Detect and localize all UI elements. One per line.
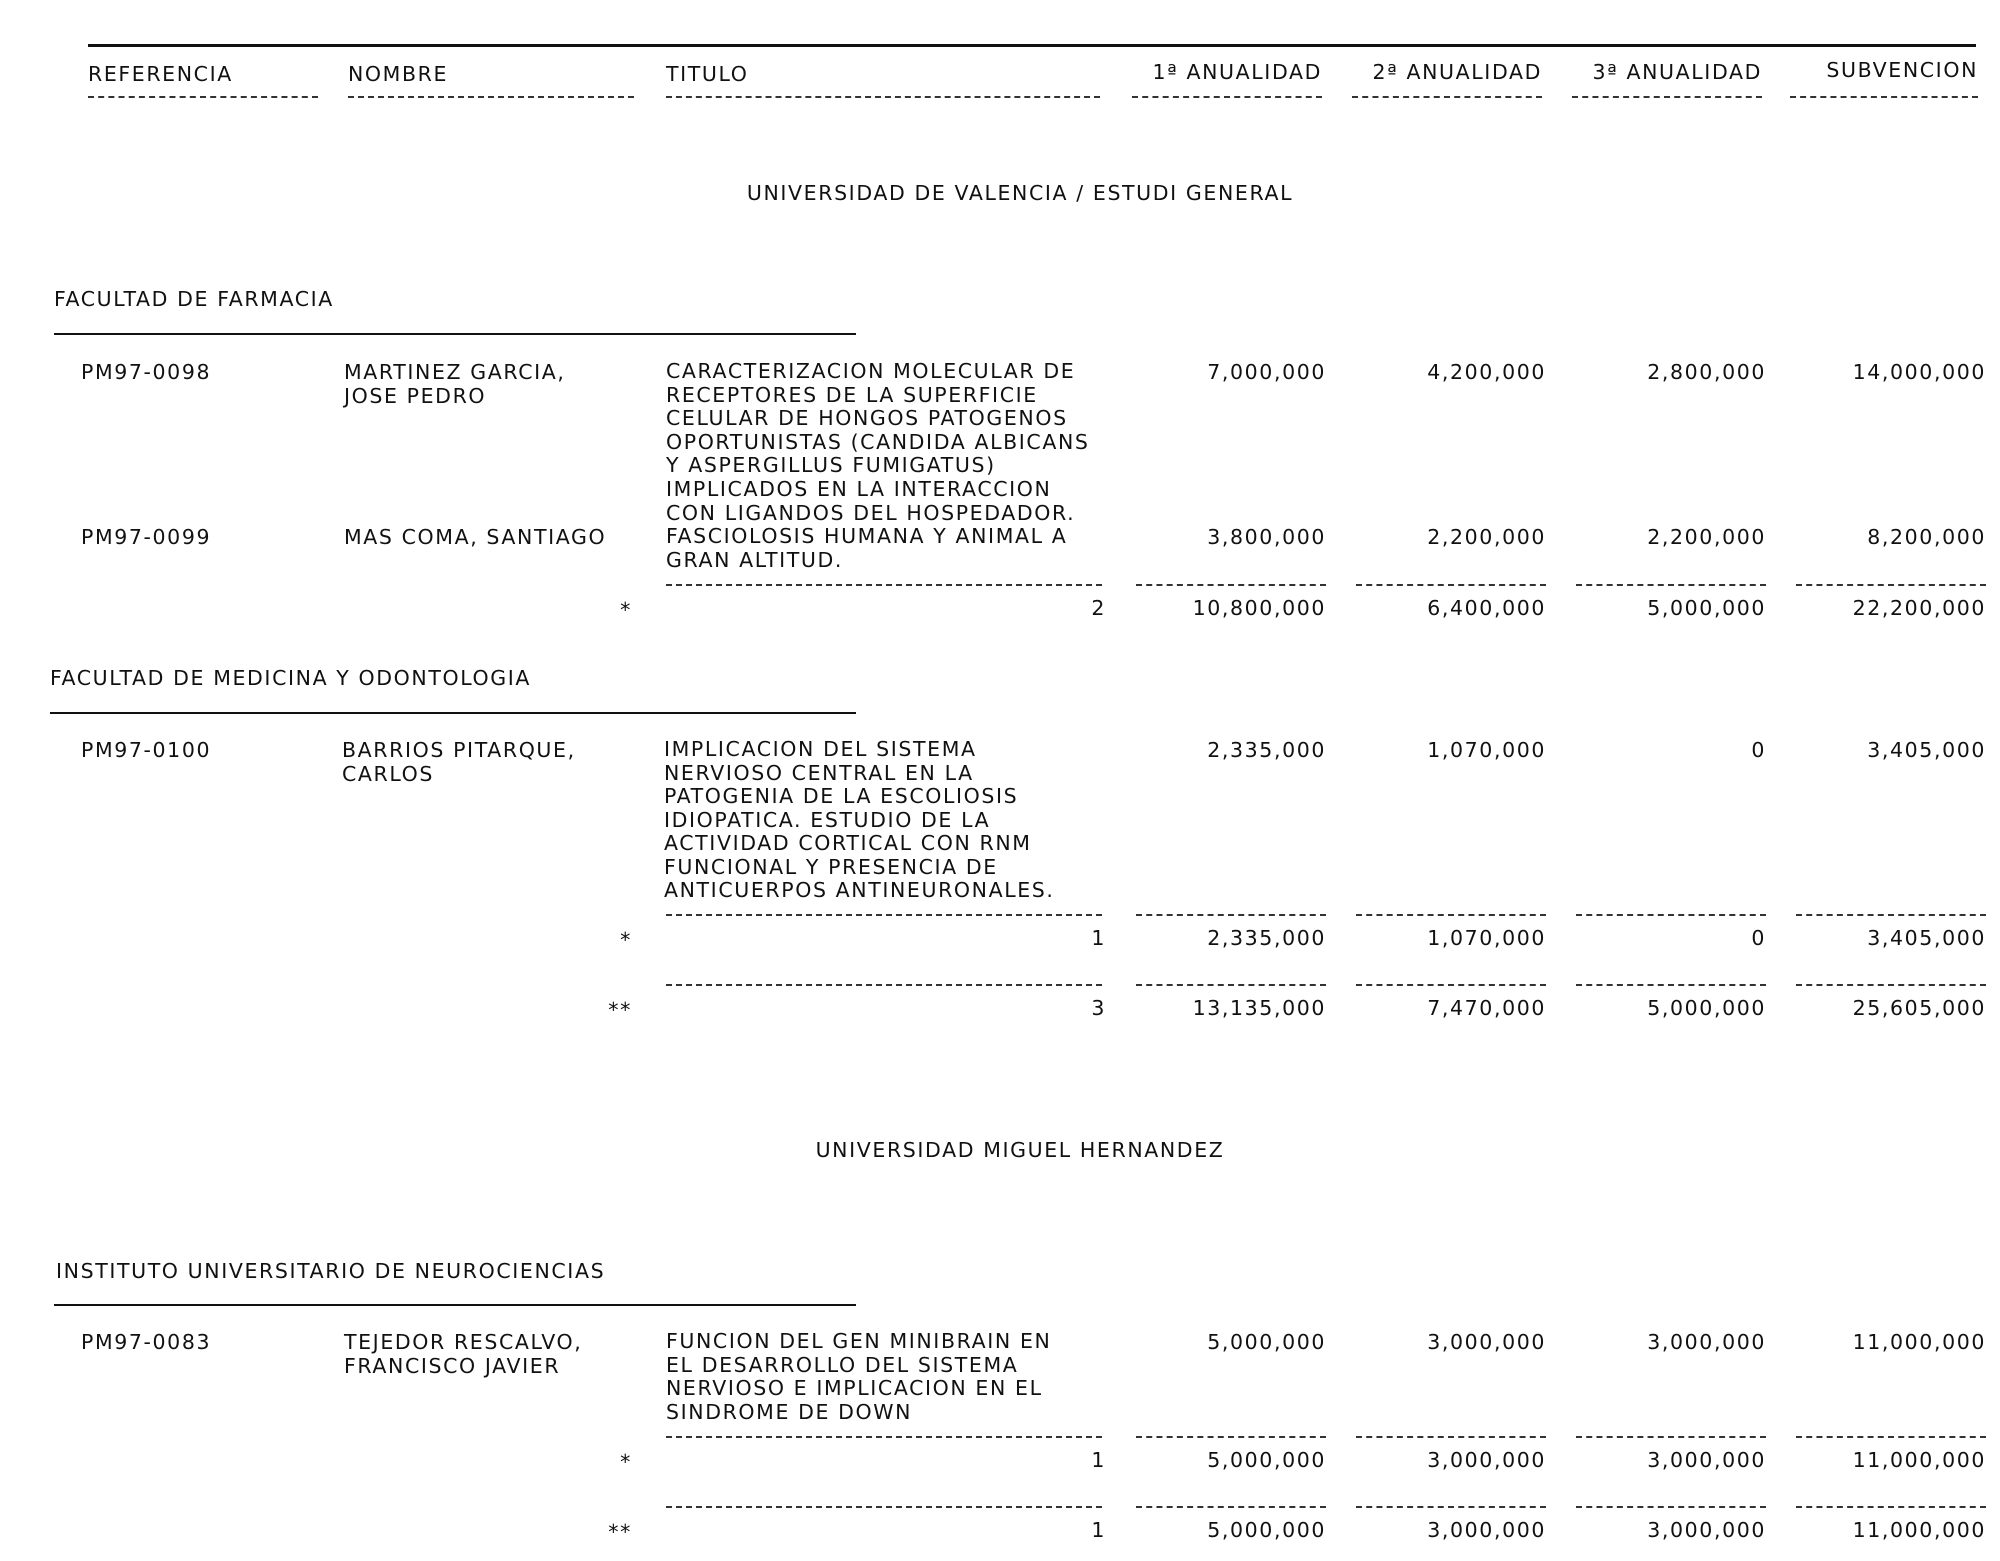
subtotal-count: 1: [1091, 1448, 1106, 1472]
subtotal-separator: [1576, 584, 1766, 586]
total-separator: [1576, 984, 1766, 986]
row-titulo-line: ACTIVIDAD CORTICAL CON RNM: [664, 831, 1032, 855]
row-titulo-line: CELULAR DE HONGOS PATOGENOS: [666, 406, 1068, 430]
subtotal-mark: *: [620, 928, 632, 952]
subtotal-anualidad-1: 10,800,000: [1192, 596, 1326, 620]
row-titulo-line: NERVIOSO CENTRAL EN LA: [664, 761, 974, 785]
header-subvencion: SUBVENCION: [1826, 58, 1978, 82]
total-separator: [666, 1506, 1102, 1508]
subtotal-separator: [1356, 584, 1546, 586]
row-titulo-line: IMPLICADOS EN LA INTERACCION: [666, 477, 1052, 501]
header-anualidad-1: 1ª ANUALIDAD: [1152, 60, 1322, 84]
header-underline-referencia: [88, 96, 318, 98]
row-referencia: PM97-0098: [81, 360, 212, 384]
faculty-rule: [54, 333, 856, 335]
total-separator: [1576, 1506, 1766, 1508]
row-nombre-line: BARRIOS PITARQUE,: [342, 738, 576, 762]
top-rule: [88, 44, 1976, 47]
subtotal-separator: [1796, 914, 1986, 916]
row-subvencion: 3,405,000: [1867, 738, 1986, 762]
subtotal-separator: [666, 1436, 1102, 1438]
subtotal-anualidad-2: 1,070,000: [1427, 926, 1546, 950]
subtotal-separator: [666, 914, 1102, 916]
row-titulo-line: FUNCIONAL Y PRESENCIA DE: [664, 855, 998, 879]
row-titulo-line: GRAN ALTITUD.: [666, 548, 843, 572]
row-titulo-line: FUNCION DEL GEN MINIBRAIN EN: [666, 1329, 1052, 1353]
row-anualidad-3: 3,000,000: [1647, 1330, 1766, 1354]
subtotal-subvencion: 3,405,000: [1867, 926, 1986, 950]
row-anualidad-1: 7,000,000: [1207, 360, 1326, 384]
header-underline-anualidad-2: [1352, 96, 1542, 98]
total-anualidad-2: 7,470,000: [1427, 996, 1546, 1020]
row-titulo-line: PATOGENIA DE LA ESCOLIOSIS: [664, 784, 1019, 808]
total-count: 1: [1091, 1518, 1106, 1542]
subtotal-subvencion: 22,200,000: [1852, 596, 1986, 620]
faculty-title: FACULTAD DE FARMACIA: [54, 287, 334, 311]
subtotal-separator: [1576, 1436, 1766, 1438]
total-separator: [1136, 1506, 1326, 1508]
subtotal-anualidad-1: 2,335,000: [1207, 926, 1326, 950]
row-referencia: PM97-0100: [81, 738, 212, 762]
subtotal-separator: [1796, 584, 1986, 586]
row-anualidad-1: 5,000,000: [1207, 1330, 1326, 1354]
row-anualidad-3: 2,800,000: [1647, 360, 1766, 384]
subtotal-anualidad-3: 3,000,000: [1647, 1448, 1766, 1472]
subtotal-anualidad-3: 5,000,000: [1647, 596, 1766, 620]
subtotal-anualidad-2: 6,400,000: [1427, 596, 1546, 620]
total-mark: **: [608, 1520, 632, 1544]
row-nombre-line: CARLOS: [342, 762, 435, 786]
subtotal-separator: [1796, 1436, 1986, 1438]
header-underline-nombre: [348, 96, 634, 98]
university-title: UNIVERSIDAD MIGUEL HERNANDEZ: [815, 1138, 1225, 1162]
row-anualidad-1: 3,800,000: [1207, 525, 1326, 549]
subtotal-anualidad-3: 0: [1751, 926, 1766, 950]
header-anualidad-2: 2ª ANUALIDAD: [1372, 60, 1542, 84]
subtotal-separator: [1576, 914, 1766, 916]
subtotal-separator: [1356, 1436, 1546, 1438]
row-titulo-line: EL DESARROLLO DEL SISTEMA: [666, 1353, 1019, 1377]
header-underline-anualidad-3: [1572, 96, 1762, 98]
subtotal-anualidad-1: 5,000,000: [1207, 1448, 1326, 1472]
row-titulo-line: ANTICUERPOS ANTINEURONALES.: [664, 878, 1055, 902]
row-anualidad-3: 2,200,000: [1647, 525, 1766, 549]
row-subvencion: 14,000,000: [1852, 360, 1986, 384]
row-titulo-line: RECEPTORES DE LA SUPERFICIE: [666, 383, 1038, 407]
faculty-rule: [54, 1304, 856, 1306]
faculty-rule: [50, 712, 856, 714]
subtotal-mark: *: [620, 1450, 632, 1474]
header-underline-subvencion: [1790, 96, 1978, 98]
row-nombre-line: MAS COMA, SANTIAGO: [344, 525, 607, 549]
total-separator: [1796, 984, 1986, 986]
subtotal-separator: [666, 584, 1102, 586]
total-separator: [1356, 1506, 1546, 1508]
total-separator: [1796, 1506, 1986, 1508]
row-nombre-line: MARTINEZ GARCIA,: [344, 360, 566, 384]
row-anualidad-2: 4,200,000: [1427, 360, 1546, 384]
row-titulo-line: IDIOPATICA. ESTUDIO DE LA: [664, 808, 991, 832]
subtotal-count: 2: [1091, 596, 1106, 620]
header-referencia: REFERENCIA: [88, 62, 233, 86]
total-anualidad-1: 5,000,000: [1207, 1518, 1326, 1542]
subtotal-mark: *: [620, 598, 632, 622]
total-subvencion: 11,000,000: [1852, 1518, 1986, 1542]
row-titulo-line: FASCIOLOSIS HUMANA Y ANIMAL A: [666, 524, 1068, 548]
row-titulo-line: Y ASPERGILLUS FUMIGATUS): [666, 453, 996, 477]
subtotal-separator: [1136, 914, 1326, 916]
subtotal-anualidad-2: 3,000,000: [1427, 1448, 1546, 1472]
subtotal-separator: [1356, 914, 1546, 916]
row-subvencion: 11,000,000: [1852, 1330, 1986, 1354]
total-mark: **: [608, 998, 632, 1022]
total-count: 3: [1091, 996, 1106, 1020]
row-anualidad-2: 1,070,000: [1427, 738, 1546, 762]
header-nombre: NOMBRE: [348, 62, 449, 86]
row-anualidad-2: 2,200,000: [1427, 525, 1546, 549]
total-anualidad-3: 5,000,000: [1647, 996, 1766, 1020]
faculty-title: INSTITUTO UNIVERSITARIO DE NEUROCIENCIAS: [56, 1259, 606, 1283]
row-subvencion: 8,200,000: [1867, 525, 1986, 549]
total-separator: [1356, 984, 1546, 986]
row-anualidad-2: 3,000,000: [1427, 1330, 1546, 1354]
row-anualidad-3: 0: [1751, 738, 1766, 762]
subtotal-separator: [1136, 584, 1326, 586]
header-titulo: TITULO: [666, 62, 749, 86]
total-subvencion: 25,605,000: [1852, 996, 1986, 1020]
total-separator: [666, 984, 1102, 986]
university-title: UNIVERSIDAD DE VALENCIA / ESTUDI GENERAL: [746, 181, 1294, 205]
total-anualidad-1: 13,135,000: [1192, 996, 1326, 1020]
header-underline-anualidad-1: [1132, 96, 1322, 98]
row-titulo-line: SINDROME DE DOWN: [666, 1400, 913, 1424]
header-anualidad-3: 3ª ANUALIDAD: [1592, 60, 1762, 84]
faculty-title: FACULTAD DE MEDICINA Y ODONTOLOGIA: [50, 666, 531, 690]
row-titulo-line: IMPLICACION DEL SISTEMA: [664, 737, 977, 761]
row-referencia: PM97-0099: [81, 525, 212, 549]
row-nombre-line: TEJEDOR RESCALVO,: [344, 1330, 583, 1354]
subtotal-subvencion: 11,000,000: [1852, 1448, 1986, 1472]
total-anualidad-2: 3,000,000: [1427, 1518, 1546, 1542]
row-nombre-line: FRANCISCO JAVIER: [344, 1354, 561, 1378]
subtotal-separator: [1136, 1436, 1326, 1438]
total-separator: [1136, 984, 1326, 986]
total-anualidad-3: 3,000,000: [1647, 1518, 1766, 1542]
header-underline-titulo: [666, 96, 1100, 98]
subtotal-count: 1: [1091, 926, 1106, 950]
row-referencia: PM97-0083: [81, 1330, 212, 1354]
row-titulo-line: CON LIGANDOS DEL HOSPEDADOR.: [666, 501, 1076, 525]
row-anualidad-1: 2,335,000: [1207, 738, 1326, 762]
row-nombre-line: JOSE PEDRO: [344, 384, 487, 408]
row-titulo-line: OPORTUNISTAS (CANDIDA ALBICANS: [666, 430, 1090, 454]
row-titulo-line: NERVIOSO E IMPLICACION EN EL: [666, 1376, 1043, 1400]
row-titulo-line: CARACTERIZACION MOLECULAR DE: [666, 359, 1076, 383]
